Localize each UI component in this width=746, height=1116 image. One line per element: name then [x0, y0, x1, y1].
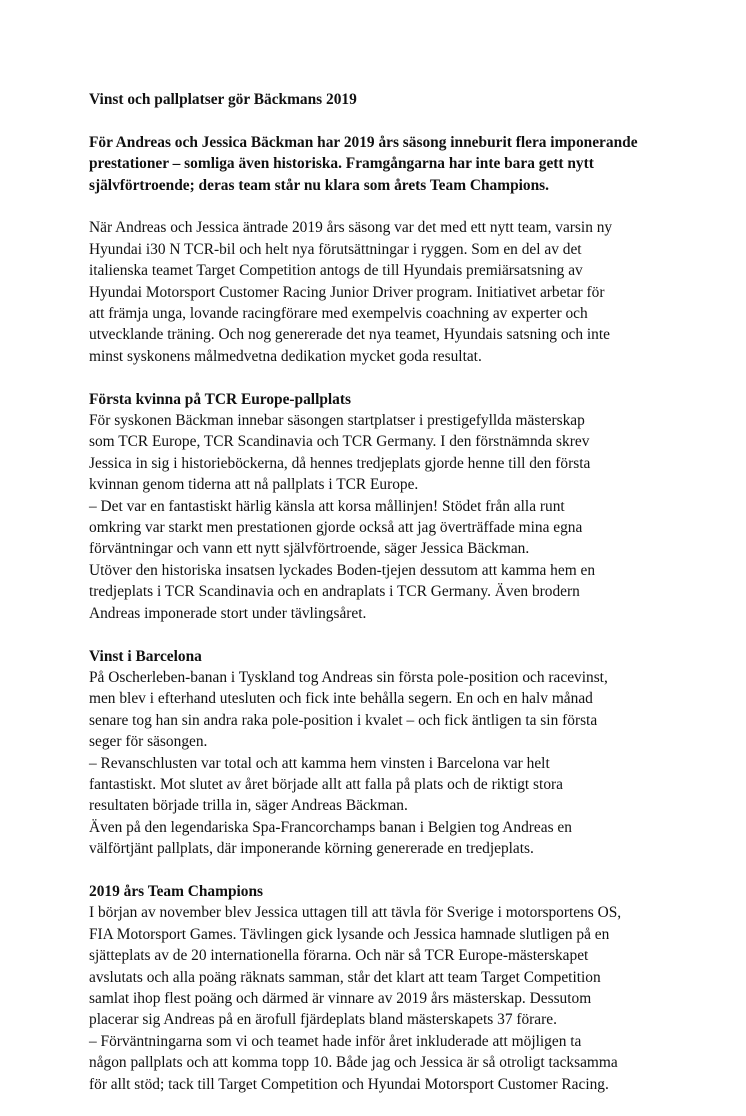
body-line: kvinnan genom tiderna att nå pallplats i TCR Europe. — [89, 476, 419, 494]
body-line: I början av november blev Jessica uttagen till att tävla för Sverige i motorsportens OS, — [89, 904, 622, 922]
body-line: för allt stöd; tack till Target Competition och Hyundai Motorsport Customer Racing. — [89, 1075, 609, 1093]
section-win-barcelona — [89, 646, 669, 860]
body-line: För syskonen Bäckman innebar säsongen startplatser i prestigefyllda mästerskap — [89, 412, 585, 430]
body-line: Även på den legendariska Spa-Francorchamps banan i Belgien tog Andreas en — [89, 818, 572, 836]
ingress-line: prestationer – somliga även historiska. Framgångarna har inte bara gett nytt — [89, 155, 594, 173]
intro-line: utvecklande träning. Och nog genererade det nya teamet, Hyundais satsning och inte — [89, 326, 610, 344]
body-line: omkring var starkt men prestationen gjorde också att jag överträffade mina egna — [89, 519, 583, 537]
section-team-champions — [89, 881, 669, 1095]
body-line: välförtjänt pallplats, där imponerande körning genererade en tredjeplats. — [89, 840, 534, 858]
body-line: senare tog han sin andra raka pole-position i kvalet – och fick äntligen ta sin första — [89, 711, 598, 729]
body-line: På Oscherleben-banan i Tyskland tog Andreas sin första pole-position och racevinst, — [89, 668, 608, 686]
body-line: resultaten började trilla in, säger Andreas Bäckman. — [89, 797, 408, 815]
section-body — [89, 410, 669, 624]
article-ingress — [89, 132, 669, 196]
section-heading: 2019 års Team Champions — [89, 882, 264, 900]
intro-line: att främja unga, lovande racingförare med exempelvis coachning av experter och — [89, 305, 588, 323]
body-line: fantastiskt. Mot slutet av året började allt att falla på plats och de riktigt stora — [89, 775, 563, 793]
body-line: placerar sig Andreas på en ärofull fjärdeplats bland mästerskapets 37 förare. — [89, 1011, 557, 1029]
body-line: FIA Motorsport Games. Tävlingen gick lysande och Jessica hamnade slutligen på en — [89, 925, 610, 943]
ingress-line: självförtroende; deras team står nu klara som årets Team Champions. — [89, 176, 549, 194]
body-line: avslutats och alla poäng räknats samman, står det klart att team Target Competition — [89, 968, 601, 986]
body-line: tredjeplats i TCR Scandinavia och en andraplats i TCR Germany. Även brodern — [89, 583, 580, 601]
body-line: – Det var en fantastiskt härlig känsla att korsa mållinjen! Stödet från alla runt — [89, 497, 565, 515]
section-body — [89, 667, 669, 860]
body-line: Jessica in sig i historieböckerna, då hennes tredjeplats gjorde henne till den första — [89, 454, 591, 472]
ingress-line: För Andreas och Jessica Bäckman har 2019 års säsong inneburit flera imponerande — [89, 133, 638, 151]
body-line: som TCR Europe, TCR Scandinavia och TCR Germany. I den förstnämnda skrev — [89, 433, 590, 451]
section-first-woman-podium — [89, 389, 669, 624]
body-line: samlat ihop flest poäng och därmed är vinnare av 2019 års mästerskap. Dessutom — [89, 989, 592, 1007]
intro-line: italienska teamet Target Competition antogs de till Hyundais premiärsatsning av — [89, 262, 583, 280]
intro-line: Hyundai Motorsport Customer Racing Junior Driver program. Initiativet arbetar för — [89, 283, 605, 301]
section-heading: Vinst i Barcelona — [89, 647, 202, 665]
body-line: förväntningar och vann ett nytt självförtroende, säger Jessica Bäckman. — [89, 540, 530, 558]
body-line: men blev i efterhand utesluten och fick inte behålla segern. En och en halv månad — [89, 690, 593, 708]
body-line: sjätteplats av de 20 internationella förarna. Och när så TCR Europe-mästerskapet — [89, 947, 589, 965]
intro-line: När Andreas och Jessica äntrade 2019 års säsong var det med ett nytt team, varsin ny — [89, 219, 613, 237]
body-line: – Revanschlusten var total och att kamma hem vinsten i Barcelona var helt — [89, 754, 550, 772]
body-line: seger för säsongen. — [89, 733, 208, 751]
body-line: Utöver den historiska insatsen lyckades Boden-tjejen dessutom att kamma hem en — [89, 561, 596, 579]
intro-line: minst syskonens målmedvetna dedikation mycket goda resultat. — [89, 347, 482, 365]
document-page — [89, 89, 669, 1116]
section-body — [89, 902, 669, 1095]
body-line: – Förväntningarna som vi och teamet hade inför året inkluderade att möjligen ta — [89, 1032, 582, 1050]
article-title: Vinst och pallplatser gör Bäckmans 2019 — [89, 91, 357, 108]
intro-line: Hyundai i30 N TCR-bil och helt nya förutsättningar i ryggen. Som en del av det — [89, 240, 582, 258]
body-line: någon pallplats och att komma topp 10. Både jag och Jessica är så otroligt tacksamma — [89, 1054, 618, 1072]
intro-paragraph — [89, 217, 669, 367]
section-heading: Första kvinna på TCR Europe-pallplats — [89, 390, 351, 408]
body-line: Andreas imponerade stort under tävlingsåret. — [89, 604, 367, 622]
